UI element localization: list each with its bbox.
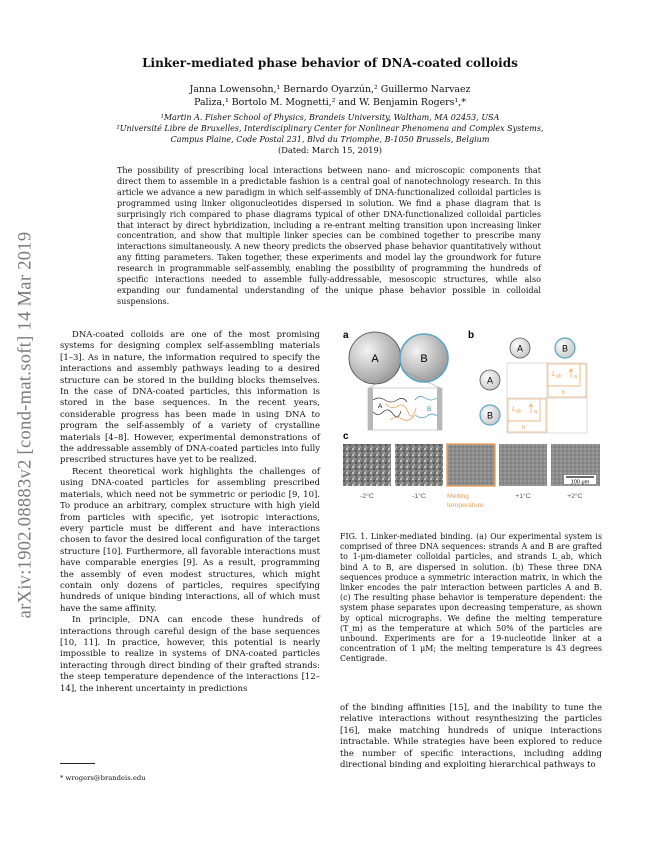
dated-line: (Dated: March 15, 2019) <box>277 145 383 155</box>
temp-label-plus-1: +1°C <box>515 493 531 500</box>
strand-b-label: B <box>427 406 432 413</box>
affiliation-2-line-1: ²Université Libre de Bruxelles, Interdisciplinary Center for Nonlinear Phenomena and Complex Systems, <box>116 124 544 133</box>
panel-c-label: c <box>343 431 349 442</box>
svg-text:a: a <box>574 374 578 380</box>
abstract: The possibility of prescribing local interactions between nano- and microscopic components that direct them to assemble in a predictable fashion is a central goal of nanotechnology research. In this article we advance a new paradigm in which self-assembly of DNA-functionalized colloidal particles is programmed using linker oligonucleotides dispersed in solution. We find a phase diagram that is surprisingly rich compared to phase diagrams typical of other DNA-functionalized colloidal particles that interact by direct hybridization, including a re-entrant melting transition upon increasing linker concentration, and show that multiple linker species can be combined together to prescribe many interactions simultaneously. A new theory predicts the observed phase behavior quantitatively without any fitting parameters. Taken together, these experiments and model lay the groundwork for future research in programmable self-assembly, enabling the possibility of programming the hundreds of specific interactions needed to assemble fully-addressable, mesoscopic structures, while also expanding our fundamental understanding of the unique phase behavior possible in colloidal suspensions. <box>117 165 541 306</box>
affiliation-1: ¹Martin A. Fisher School of Physics, Brandeis University, Waltham, MA 02453, USA <box>160 113 500 122</box>
svg-text:b: b <box>562 390 566 396</box>
temp-label-minus-2: -2°C <box>360 493 374 500</box>
micrograph-minus-1 <box>395 444 443 486</box>
micrograph-minus-2 <box>343 444 391 486</box>
paper-title: Linker-mediated phase behavior of DNA-coated colloids <box>142 56 518 70</box>
particle-b-label: B <box>420 353 428 365</box>
temperature-labels <box>360 492 583 509</box>
body-left-column <box>60 330 320 695</box>
micrograph-row <box>343 444 600 486</box>
matrix-header-b <box>555 338 575 358</box>
figure-1-caption: FIG. 1. Linker-mediated binding. (a) Our experimental system is comprised of three DNA sequences: strands A and B are grafted to 1-μm-diameter colloidal particles, and strands L_ab, which bind A to B, are dispersed in solution. (b) These three DNA sequences produce a symmetric interaction matrix, in which the linker encodes the pair interaction between particles A and B. (c) The resulting phase behavior is temperature dependent: the system phase separates upon decreasing temperature, as shown by optical micrographs. We define the melting temperature (T_m) as the temperature at which 50% of the particles are unbound. Experiments are for a 19-nucleotide linker at a concentration of 1 μM; the melting temperature is 43 degrees Centigrade. <box>340 532 602 664</box>
matrix-cell-ba <box>508 399 546 432</box>
authors-line-2: Paliza,¹ Bortolo M. Mognetti,² and W. Benjamin Rogers¹,* <box>194 97 466 108</box>
matrix-row-b <box>480 405 500 425</box>
authors-line-1: Janna Lowensohn,¹ Bernardo Oyarzún,² Guillermo Narvaez <box>189 84 471 95</box>
temp-label-minus-1: -1°C <box>412 493 426 500</box>
svg-text:a: a <box>534 409 538 415</box>
footnote-email[interactable]: * wrogers@brandeis.edu <box>60 774 146 782</box>
svg-text:A: A <box>486 375 494 386</box>
micrograph-melting <box>447 444 495 486</box>
temp-label-melting-line-2: temperature <box>447 502 484 509</box>
matrix-header-a <box>510 338 530 358</box>
body-paragraph-3: In principle, DNA can encode these hundreds of interactions through careful design of the base sequences [10, 11]. In practice, however, this potential is nearly impossible to realize in systems of DNA-coated particles interacting through direct binding of their grafted strands: the steep temperature dependence of the interactions [12–14], the inherent uncertainty in predictions <box>60 615 320 694</box>
svg-text:B: B <box>561 343 569 354</box>
svg-text:Lab: $L_{ab}$ <box>552 371 562 380</box>
panel-a-label: a <box>343 330 349 341</box>
strand-a-label: A <box>378 403 383 410</box>
svg-text:A: A <box>516 343 524 354</box>
particle-a-label: A <box>371 353 379 365</box>
footnote-rule <box>60 763 95 764</box>
body-paragraph-1: DNA-coated colloids are one of the most promising systems for designing complex self-assembling materials [1–3]. As in nature, the information required to specify the interactions and assembly pathways leading to a desired structure can be stored in the building blocks themselves. In the case of DNA-coated particles, this information is stored in the base sequences. In the recent years, considerable progress has been made in using DNA to program the self-assembly of a variety of crystalline materials [4–8]. However, experimental demonstrations of the addressable assembly of DNA-coated particles into fully prescribed structures have yet to be realized. <box>60 330 320 466</box>
linker-zoom-inset <box>368 388 442 430</box>
particle-a <box>349 332 401 384</box>
scale-bar-label: 100 μm <box>570 479 590 486</box>
body-right-column: of the binding affinities [15], and the inability to tune the relative interactions without resynthesizing the particles [16], make matching hundreds of unique interactions intractable. While strategies have been explored to reduce the number of specific interactions, including adding directional binding and exploiting hierarchical pathways to <box>340 703 602 771</box>
micrograph-plus-1 <box>499 444 547 486</box>
affiliation-2-line-2: Campus Plaine, Code Postal 231, Blvd du Triomphe, B-1050 Brussels, Belgium <box>170 135 490 144</box>
body-paragraph-2: Recent theoretical work highlights the challenges of using DNA-coated particles for assembling prescribed materials, which need not be symmetric or periodic [9, 10]. To produce an arbitrary, complex structure with high yield from particles with specific, yet isotropic interactions, every particle must be different and have interactions chosen to favor the desired local configuration of the target structure [10]. Furthermore, all favorable interactions must have comparable energies [9]. As a result, programming the assembly of even modest structures, which might contain only dozens of particles, requires specifying hundreds of unique binding interactions, all of which must have the same affinity. <box>60 466 320 614</box>
arxiv-identifier[interactable]: arXiv:1902.08883v2 [cond-mat.soft] 14 Mar 2019 <box>15 231 36 619</box>
temp-label-plus-2: +2°C <box>567 493 583 500</box>
matrix-row-a <box>480 370 500 390</box>
temp-label-melting: Melting <box>447 493 469 500</box>
svg-text:B: B <box>486 410 494 421</box>
figure-1 <box>340 328 603 523</box>
particle-b <box>400 334 448 382</box>
svg-text:Lab: $L_{ab}$ <box>512 406 522 415</box>
matrix-cell-ab <box>548 364 586 397</box>
arxiv-sidebar <box>6 190 46 660</box>
svg-text:b: b <box>522 425 526 431</box>
panel-b-label: b <box>468 330 475 341</box>
interaction-matrix <box>507 363 587 433</box>
